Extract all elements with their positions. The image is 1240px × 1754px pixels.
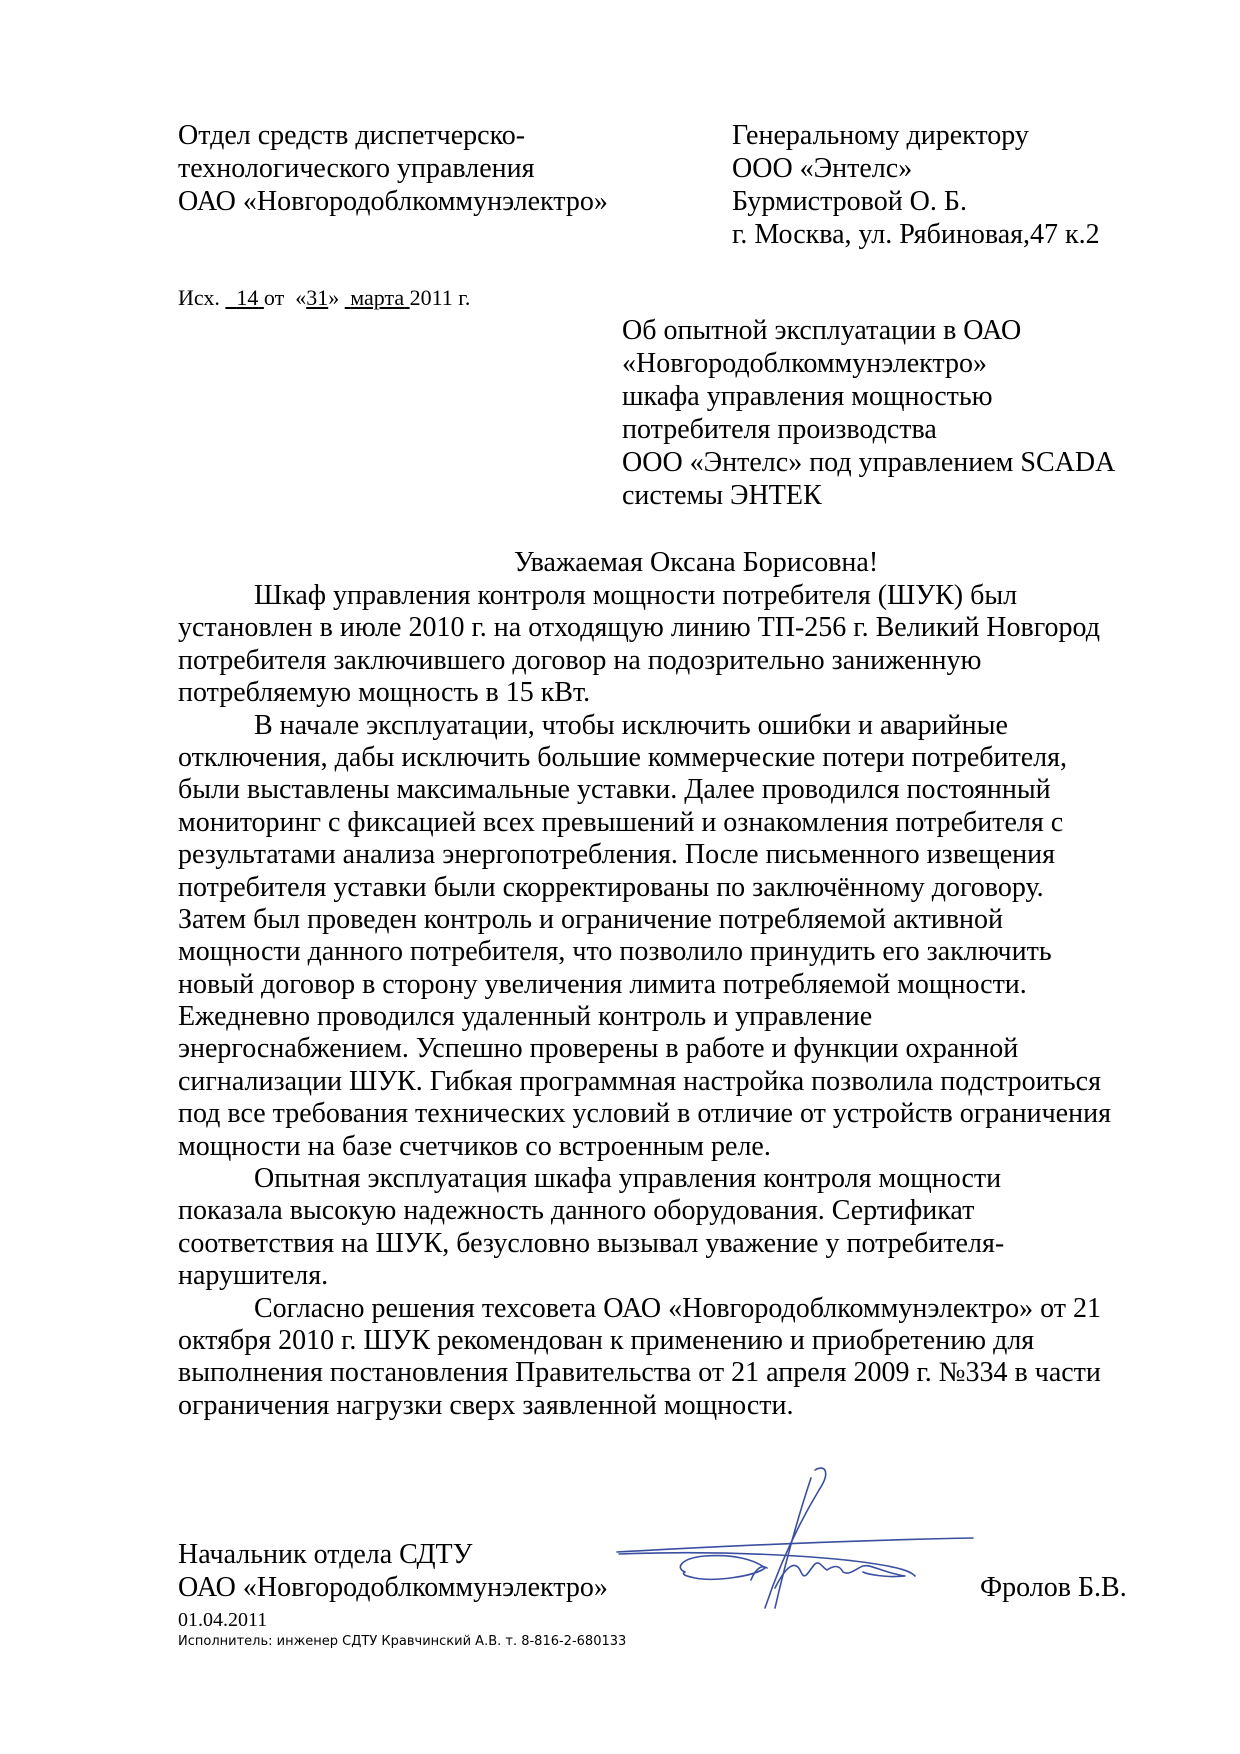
sender-line: технологического управления — [178, 153, 535, 184]
sender-block — [178, 119, 608, 218]
recipient-line: ООО «Энтелс» — [732, 153, 913, 184]
body-line: Согласно решения техсовета ОАО «Новгородоблкоммунэлектро» от 21 — [254, 1292, 1101, 1324]
body-line: мониторинг с фиксацией всех превышений и ознакомления потребителя с — [178, 806, 1064, 838]
body-line: октября 2010 г. ШУК рекомендован к применению и приобретению для — [178, 1324, 1035, 1356]
outgoing-month: марта — [350, 285, 405, 310]
signatory-title-line: Начальник отдела СДТУ — [178, 1539, 473, 1570]
body-line: В начале эксплуатации, чтобы исключить ошибки и аварийные — [254, 709, 1008, 741]
body-line: энергоснабжением. Успешно проверены в работе и функции охранной — [178, 1033, 1019, 1065]
body-line: Шкаф управления контроля мощности потребителя (ШУК) был — [254, 580, 1018, 611]
signatory-title — [178, 1538, 608, 1604]
handwritten-signature — [605, 1460, 1025, 1610]
subject-line: «Новгородоблкоммунэлектро» — [622, 348, 987, 379]
body-line: соответствия на ШУК, безусловно вызывал уважение у потребителя- — [178, 1227, 1005, 1259]
outgoing-number: 14 — [236, 285, 259, 310]
body-line: нарушителя. — [178, 1260, 329, 1292]
body-line: под все требования технических условий в отличие от устройств ограничения — [178, 1098, 1111, 1130]
outgoing-day: 31 — [306, 285, 329, 310]
body-line: потребляемую мощность в 15 кВт. — [178, 677, 591, 709]
body-line: Затем был проведен контроль и ограничение потребляемой активной — [178, 903, 1004, 935]
body-line: сигнализации ШУК. Гибкая программная настройка позволила подстроиться — [178, 1065, 1101, 1097]
subject-block — [622, 314, 1115, 512]
body-line: потребителя заключившего договор на подозрительно заниженную — [178, 644, 982, 676]
subject-line: шкафа управления мощностью — [622, 381, 993, 412]
body-line: мощности на базе счетчиков со встроенным реле. — [178, 1130, 771, 1162]
body-line: были выставлены максимальные уставки. Далее проводился постоянный — [178, 774, 1051, 806]
body-line: мощности данного потребителя, что позволило принудить его заключить — [178, 936, 1052, 968]
body-line: Опытная эксплуатация шкафа управления контроля мощности — [254, 1163, 1002, 1195]
body-line: новый договор в сторону увеличения лимита потребляемой мощности. — [178, 968, 1027, 1000]
body-line: результатами анализа энергопотребления. После письменного извещения — [178, 839, 1056, 871]
sender-line: ОАО «Новгородоблкоммунэлектро» — [178, 186, 608, 217]
recipient-line: г. Москва, ул. Рябиновая,47 к.2 — [732, 219, 1100, 250]
body-line: показала высокую надежность данного оборудования. Сертификат — [178, 1195, 975, 1227]
outgoing-reference: Исх. 14 от «31» марта 2011 г. — [178, 285, 471, 310]
recipient-line: Бурмистровой О. Б. — [732, 186, 967, 217]
signatory-title-line: ОАО «Новгородоблкоммунэлектро» — [178, 1572, 608, 1603]
body-line: Ежедневно проводился удаленный контроль и управление — [178, 1001, 873, 1033]
body-line: выполнения постановления Правительства от 21 апреля 2009 г. №334 в части — [178, 1357, 1101, 1389]
letter-body — [178, 580, 1111, 1422]
body-line: установлен в июле 2010 г. на отходящую линию ТП-256 г. Великий Новгород — [178, 612, 1100, 644]
executor-info: Исполнитель: инженер СДТУ Кравчинский А.В. т. 8-816-2-680133 — [178, 1634, 627, 1649]
outgoing-prefix: Исх. — [178, 285, 220, 310]
outgoing-from: от — [263, 285, 285, 310]
subject-line: ООО «Энтелс» под управлением SCADA — [622, 447, 1116, 478]
body-line: отключения, дабы исключить большие коммерческие потери потребителя, — [178, 741, 1067, 773]
subject-line: системы ЭНТЕК — [622, 480, 822, 511]
subject-line: потребителя производства — [622, 414, 937, 445]
signatory-name: Фролов Б.В. — [980, 1572, 1127, 1603]
recipient-block — [732, 119, 1100, 251]
recipient-line: Генеральному директору — [732, 120, 1029, 151]
signature-date: 01.04.2011 — [178, 1609, 268, 1631]
outgoing-year: 2011 г. — [409, 285, 471, 310]
salutation: Уважаемая Оксана Борисовна! — [514, 547, 879, 578]
body-line: ограничения нагрузки сверх заявленной мощности. — [178, 1389, 794, 1421]
subject-line: Об опытной эксплуатации в ОАО — [622, 315, 1022, 346]
body-line: потребителя уставки были скорректированы по заключённому договору. — [178, 871, 1044, 903]
sender-line: Отдел средств диспетчерско- — [178, 120, 526, 151]
